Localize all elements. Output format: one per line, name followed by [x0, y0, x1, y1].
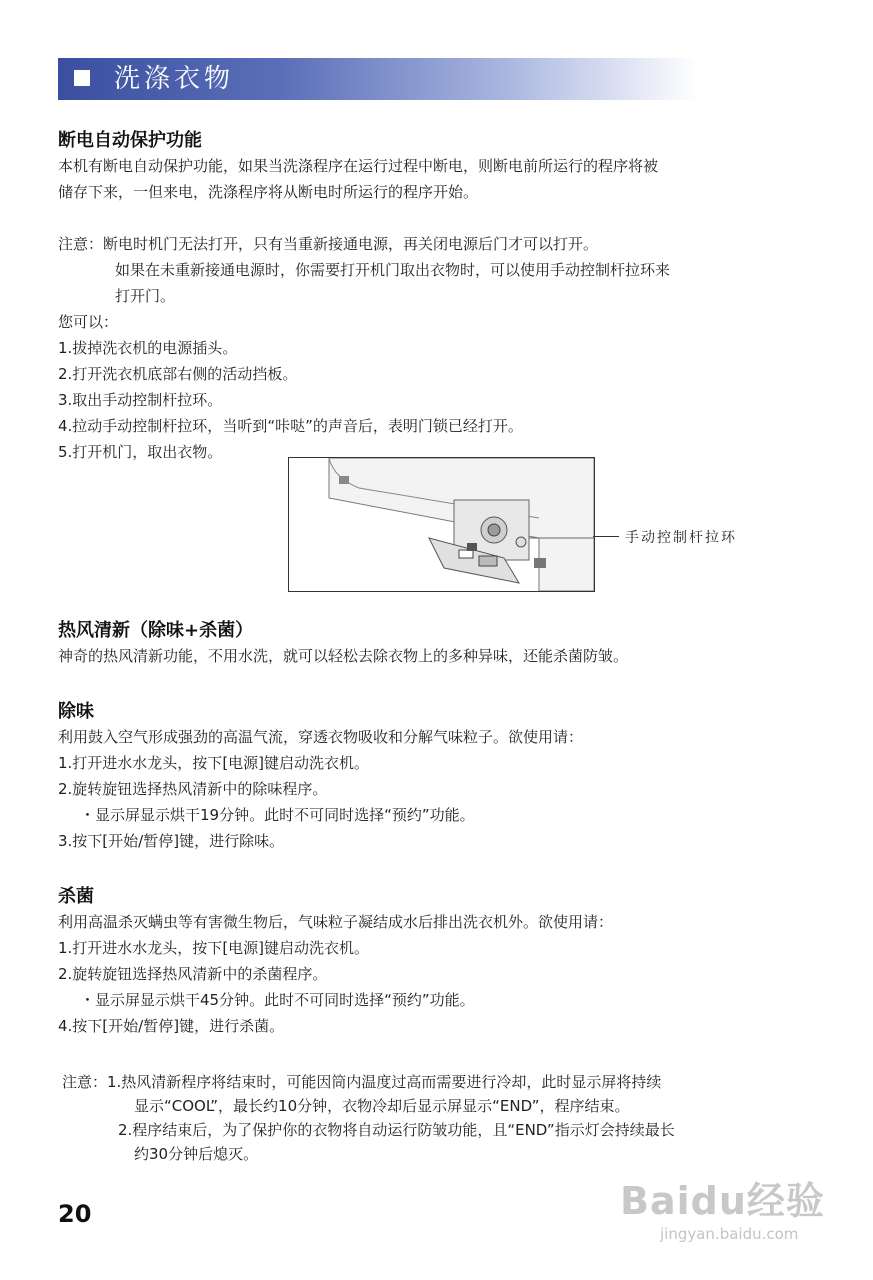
washer-bottom-drawing	[289, 458, 594, 591]
paragraph-line: 利用高温杀灭螨虫等有害微生物后，气味粒子凝结成水后排出洗衣机外。欲使用请：	[58, 913, 614, 931]
list-item: 1.拔掉洗衣机的电源插头。	[58, 339, 238, 357]
figure-label: 手动控制杆拉环	[625, 530, 737, 546]
section-heading-deodorize: 除味	[58, 701, 94, 722]
list-item: 3.取出手动控制杆拉环。	[58, 391, 223, 409]
list-item: 1.打开进水水龙头，按下[电源]键启动洗衣机。	[58, 939, 370, 957]
note-line: 打开门。	[115, 287, 176, 305]
section-heading-sterilize: 杀菌	[58, 886, 94, 907]
watermark-url: jingyan.baidu.com	[660, 1225, 799, 1243]
section-heading-power-protection: 断电自动保护功能	[58, 130, 202, 151]
you-can-label: 您可以：	[58, 313, 119, 331]
list-item: 3.按下[开始/暂停]键，进行除味。	[58, 832, 285, 850]
note-line: 注意：断电时机门无法打开，只有当重新接通电源，再关闭电源后门才可以打开。	[58, 235, 599, 253]
note-line: 2.程序结束后，为了保护你的衣物将自动运行防皱功能，且“END”指示灯会持续最长	[118, 1121, 675, 1139]
watermark-logo: Baidu经验	[620, 1179, 825, 1223]
note-line: 注意：1.热风清新程序将结束时，可能因筒内温度过高而需要进行冷却，此时显示屏将持续	[62, 1073, 662, 1091]
section-heading-hot-air-refresh: 热风清新（除味+杀菌）	[58, 620, 254, 641]
list-item: ・显示屏显示烘干45分钟。此时不可同时选择“预约”功能。	[80, 991, 475, 1009]
list-item: 2.打开洗衣机底部右侧的活动挡板。	[58, 365, 298, 383]
note-line: 约30分钟后熄灭。	[134, 1145, 259, 1163]
callout-line	[593, 536, 619, 537]
washer-illustration	[288, 457, 595, 592]
list-item: 2.旋转旋钮选择热风清新中的杀菌程序。	[58, 965, 328, 983]
list-item: ・显示屏显示烘干19分钟。此时不可同时选择“预约”功能。	[80, 806, 475, 824]
list-item: 4.拉动手动控制杆拉环，当听到“咔哒”的声音后，表明门锁已经打开。	[58, 417, 523, 435]
list-item: 1.打开进水水龙头，按下[电源]键启动洗衣机。	[58, 754, 370, 772]
note-line: 如果在未重新接通电源时，你需要打开机门取出衣物时，可以使用手动控制杆拉环来	[115, 261, 671, 279]
paragraph-line: 储存下来，一但来电，洗涤程序将从断电时所运行的程序开始。	[58, 183, 479, 201]
list-item: 2.旋转旋钮选择热风清新中的除味程序。	[58, 780, 328, 798]
paragraph-line: 神奇的热风清新功能，不用水洗，就可以轻松去除衣物上的多种异味，还能杀菌防皱。	[58, 647, 629, 665]
list-item: 5.打开机门，取出衣物。	[58, 443, 223, 461]
banner-square-icon	[74, 70, 90, 86]
paragraph-line: 利用鼓入空气形成强劲的高温气流，穿透衣物吸收和分解气味粒子。欲使用请：	[58, 728, 584, 746]
note-line: 显示“COOL”，最长约10分钟，衣物冷却后显示屏显示“END”，程序结束。	[134, 1097, 630, 1115]
paragraph-line: 本机有断电自动保护功能，如果当洗涤程序在运行过程中断电，则断电前所运行的程序将被	[58, 157, 659, 175]
page-title: 洗涤衣物	[114, 64, 235, 94]
list-item: 4.按下[开始/暂停]键，进行杀菌。	[58, 1017, 285, 1035]
page-number: 20	[58, 1200, 92, 1228]
